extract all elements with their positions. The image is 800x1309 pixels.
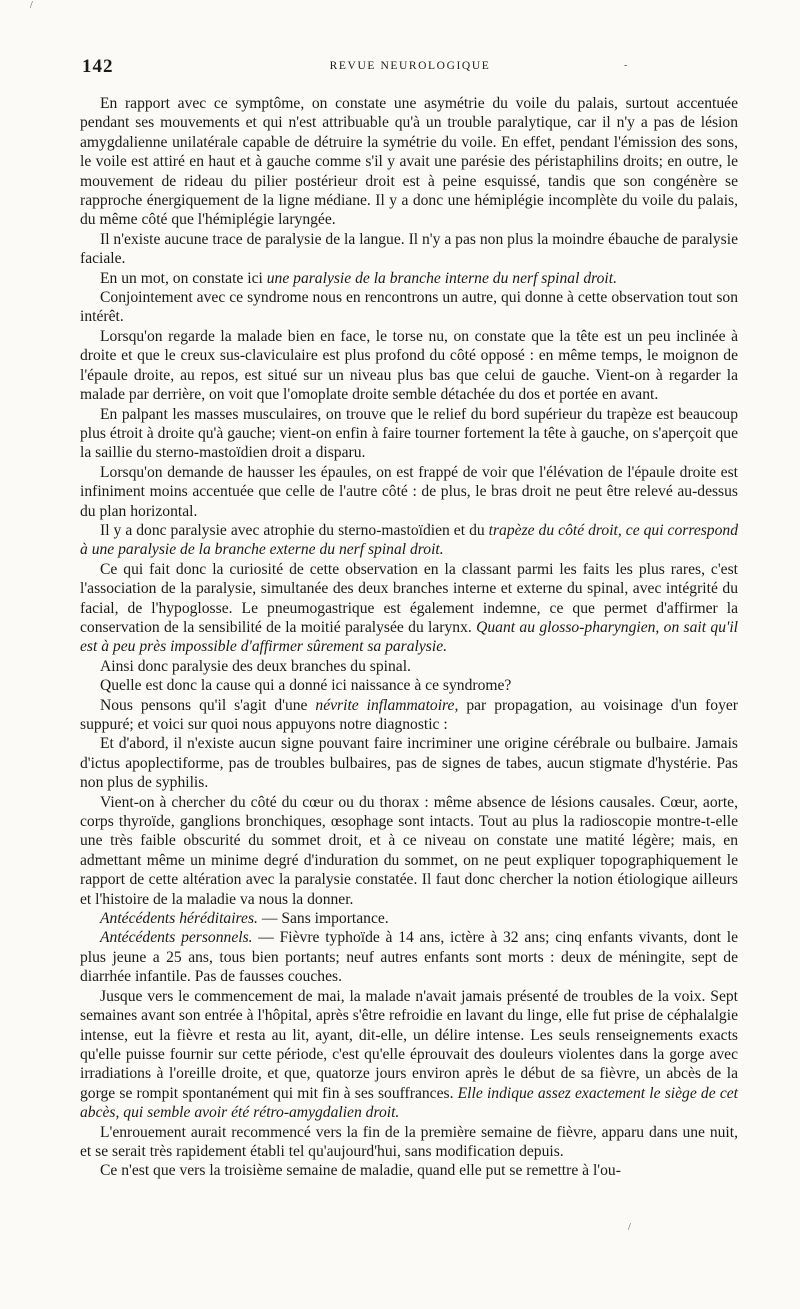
section-lead: Antécédents héréditaires. — [100, 910, 258, 928]
paragraph-text: L'enrouement aurait recommencé vers la fin de la première semaine de fièvre, apparu dans une nuit, et se serait très rapidement établi tel qu'aujourd'hui, sans modification depuis. — [80, 1123, 738, 1160]
paragraph-text: Lorsqu'on demande de hausser les épaules, on est frappé de voir que l'élévation de l'épaule droite est infiniment moins accentuée que celle de l'autre côté : de plus, le bras droit ne peut être relevé au-dessus du plan horizontal. — [80, 463, 738, 520]
paragraph-text: — Fièvre typhoïde à 14 ans, ictère à 32 ans; cinq enfants vivants, dont le plus jeune a 25 ans, tous bien portants; neuf autres enfants sont morts : deux de méningite, sept de diarrhée infantile. Pas de fausses couches. — [80, 929, 738, 986]
paragraph-text: Conjointement avec ce syndrome nous en rencontrons un autre, qui donne à cette observation tout son intérêt. — [80, 289, 738, 326]
paragraph — [80, 793, 738, 909]
emphasized-text: une paralysie de la branche interne du nerf spinal droit. — [266, 269, 617, 287]
paragraph — [80, 521, 738, 560]
scan-artifact: / — [628, 1222, 631, 1233]
emphasized-text: Quant au glosso-pharyngien, on sait qu'il est à peu près impossible d'affirmer sûrement sa paralysie. — [80, 618, 739, 656]
paragraph-text: Nous pensons qu'il s'agit d'une — [100, 696, 316, 714]
paragraph — [80, 987, 738, 1123]
emphasized-text: névrite inflammatoire, — [315, 696, 459, 714]
paragraph-text: Ce qui fait donc la curiosité de cette observation en la classant parmi les faits les plus rares, c'est l'association de la paralysie, simultanée des deux branches interne et externe du spinal, avec intégrité du facial, de l'hypoglosse. Le pneumogastrique est également indemne, ce que permet d'affirmer la conservation de la sensibilité de la moitié paralysée du larynx. — [80, 560, 738, 636]
paragraph — [80, 1123, 738, 1162]
paragraph-text: Il n'existe aucune trace de paralysie de la langue. Il n'y a pas non plus la moindre ébauche de paralysie faciale. — [80, 230, 738, 268]
paragraph-text: Et d'abord, il n'existe aucun signe pouvant faire incriminer une origine cérébrale ou bulbaire. Jamais d'ictus apoplectiforme, pas de troubles bulbaires, pas de signes de tabes, aucun stigmate d'hystérie. Pas non plus de syphilis. — [80, 735, 738, 792]
paragraph — [80, 94, 738, 230]
section-lead: Antécédents personnels. — [100, 929, 253, 947]
paragraph-text: — Sans importance. — [257, 910, 389, 928]
paragraph-text: En rapport avec ce symptôme, on constate une asymétrie du voile du palais, surtout accentuée pendant ses mouvements et qui n'est attribuable qu'à un trouble paralytique, car il n'y a pas de lésion amygdalienne unilatérale capable de détruire la symétrie du voile. En effet, pendant l'émission des sons, le voile est attiré en haut et à gauche comme s'il y avait une parésie des péristaphilins droits; en outre, le mouvement de rideau du pilier postérieur droit est à peine esquissé, tandis que son congénère se rapproche énergiquement de la ligne médiane. Il y a donc une hémiplégie incomplète du voile du palais, du même côté que l'hémiplégie laryngée. — [80, 95, 738, 229]
paragraph-text: En un mot, on constate ici — [100, 269, 267, 287]
scan-artifact: - — [624, 60, 628, 71]
paragraph-text: Il y a donc paralysie avec atrophie du sterno-mastoïdien et du — [100, 521, 489, 539]
paragraph-text: Ainsi donc paralysie des deux branches du spinal. — [100, 657, 411, 675]
running-title: REVUE NEUROLOGIQUE — [329, 60, 491, 72]
paragraph-text: Vient-on à chercher du côté du cœur ou du thorax : même absence de lésions causales. Cœur, aorte, corps thyroïde, ganglions bronchiques, œsophage sont intacts. Tout au plus la radioscopie montre-t-elle une très faible obscurité du sommet droit, et à ce niveau on constate une matité légère; mais, en admettant même un minime degré d'induration du sommet, on ne peut expliquer topographiquement le rapport de cette altération avec la paralysie constatée. Il faut donc chercher la notion étiologique ailleurs et l'histoire de la maladie va nous la donner. — [80, 793, 738, 908]
paragraph — [80, 560, 738, 657]
paragraph-text: En palpant les masses musculaires, on trouve que le relief du bord supérieur du trapèze est beaucoup plus étroit à droite qu'à gauche; vient-on enfin à faire tourner fortement la tête à gauche, on s'aperçoit que la saillie du sterno-mastoïdien droit a disparu. — [80, 405, 738, 462]
paragraph-text: Jusque vers le commencement de mai, la malade n'avait jamais présenté de troubles de la voix. Sept semaines avant son entrée à l'hôpital, après s'être refroidie en lavant du linge, elle fut prise de céphalalgie intense, eut la fièvre et resta au lit, ayant, dit-elle, un délire intense. Les seuls renseignements exacts qu'elle puisse fournir sur cette période, c'est qu'elle éprouvait des douleurs violentes dans la gorge avec irradiations à l'oreille droite, et que, quatorze jours environ après le début de sa fièvre, un abcès de la gorge se rompit spontanément qui mit fin à ses souffrances. — [80, 987, 738, 1102]
page-header — [82, 56, 738, 82]
paragraph — [80, 657, 738, 676]
scan-artifact: / — [30, 0, 33, 11]
paragraph — [80, 405, 738, 463]
emphasized-text: trapèze du côté droit, ce qui correspond à une paralysie de la branche externe du nerf spinal droit. — [80, 521, 738, 559]
page-number: 142 — [82, 56, 114, 77]
paragraph — [80, 230, 738, 269]
paragraph — [80, 696, 738, 735]
paragraph — [80, 676, 738, 695]
body-text — [80, 94, 738, 1181]
paragraph-text: Quelle est donc la cause qui a donné ici naissance à ce syndrome? — [100, 677, 512, 695]
emphasized-text: Elle indique assez exactement le siège de cet abcès, qui semble avoir été rétro-amygdalien droit. — [80, 1084, 738, 1122]
paragraph — [80, 288, 738, 327]
paragraph-text: Lorsqu'on regarde la malade bien en face, le torse nu, on constate que la tête est un peu inclinée à droite et que le creux sus-claviculaire est plus profond du côté opposé : en même temps, le moignon de l'épaule droite, au repos, est situé sur un niveau plus bas que celui de gauche. Vient-on à regarder la malade par derrière, on voit que l'omoplate droite semble détachée du dos et portée en avant. — [80, 327, 738, 404]
paragraph — [80, 928, 738, 986]
paragraph — [80, 269, 738, 288]
paragraph — [80, 1161, 738, 1180]
paragraph-text: par propagation, au voisinage d'un foyer suppuré; et voici sur quoi nous appuyons notre diagnostic : — [80, 696, 738, 733]
paragraph-text: Ce n'est que vers la troisième semaine de maladie, quand elle put se remettre à l'ou- — [100, 1162, 621, 1180]
paragraph — [80, 909, 738, 928]
paragraph — [80, 734, 738, 792]
paragraph — [80, 327, 738, 405]
paragraph — [80, 463, 738, 521]
